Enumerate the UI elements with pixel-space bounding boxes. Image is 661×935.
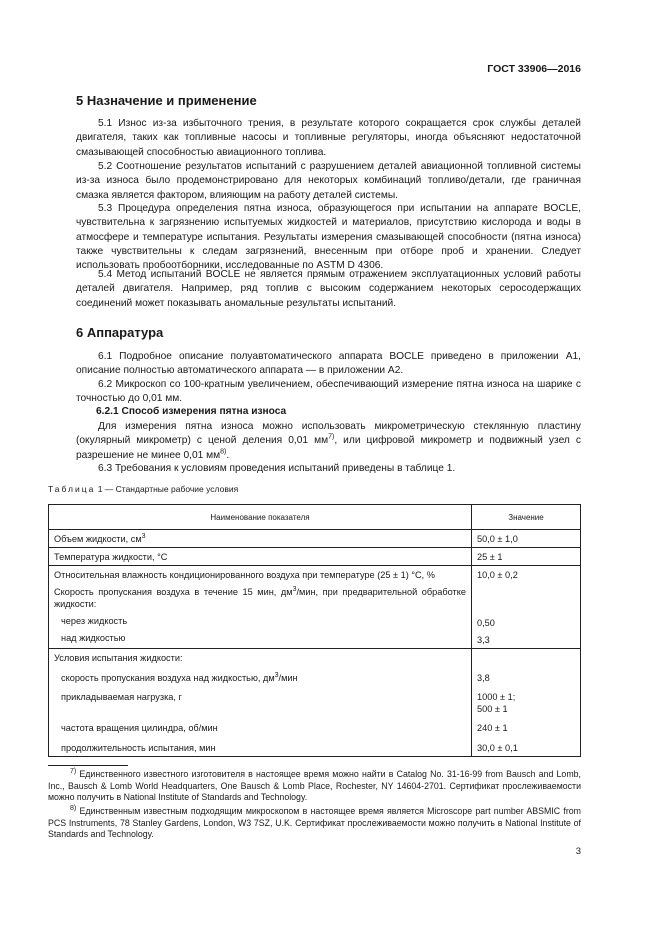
- paragraph-6-2: [76, 378, 581, 407]
- footnote-7: [48, 769, 581, 804]
- row-value-spacer: [472, 649, 580, 666]
- paragraph-5-3-text: 5.3 Процедура определения пятна износа, образующегося при испытании на аппарате BOCLE, чувствительна к загрязнению испытуемых жидкостей и материалов, присутствию кислорода и воды в атмосфере и температуре испытания. Результаты измерения смазывающей способности (пятна износа) также чувствительны к следам загрязнений, внесенным при отборе проб и хранении. Следует использовать пробоотборники, исследованные по ASTM D 4306.: [76, 203, 581, 272]
- paragraph-5-2-text: 5.2 Соотношение результатов испытаний с разрушением деталей авиационной топливной системы из-за износа было продемонстрировано для некоторых комбинаций топливо/детали, где граничная смазка является фактором, влияющим на работу деталей системы.: [76, 161, 581, 201]
- row-value: 50,0 ± 1,0: [477, 534, 518, 544]
- table-row: [49, 566, 581, 649]
- row-value-spacer: [472, 583, 580, 614]
- footnote-7-mark: 7): [70, 768, 77, 776]
- row-value: 25 ± 1: [477, 552, 503, 562]
- table-caption-prefix: Таблица: [48, 484, 96, 494]
- col-header-name: Наименование показателя: [49, 505, 472, 530]
- row-label: продолжительность испытания, мин: [61, 743, 216, 753]
- row-label: частота вращения цилиндра, об/мин: [61, 723, 218, 733]
- section-6-title: 6 Аппаратура: [76, 325, 164, 340]
- footnote-7-text: Единственного известного изготовителя в настоящее время можно найти в Catalog No. 31-16-99 from Bausch and Lomb, Inc., Bausch & Lomb World Headquarters, One Bausch & Lomb Place, Rochester, NY 14604-2701. Сертификат прослеживаемости можно получить в National Institute of Standards and Technology.: [48, 769, 581, 802]
- footnote-ref-7: 7): [328, 433, 335, 441]
- footnote-8-mark: 8): [70, 805, 77, 813]
- row-value: 3,8: [477, 673, 490, 683]
- paragraph-5-2: [76, 160, 581, 203]
- table-row: [49, 548, 581, 566]
- paragraph-5-1: [76, 117, 581, 160]
- col-header-value: Значение: [472, 505, 581, 530]
- footnote-divider: [48, 765, 128, 766]
- paragraph-6-2-1: [76, 420, 581, 463]
- row-value: 10,0 ± 0,2: [477, 570, 518, 580]
- table-caption-text: 1 — Стандартные рабочие условия: [95, 484, 239, 494]
- paragraph-5-1-text: 5.1 Износ из-за избыточного трения, в результате которого сокращается срок службы деталей двигателя, таких как топливные насосы и топливные регуляторы, иногда объясняют недостаточной смазывающей способностью авиационного топлива.: [76, 118, 581, 158]
- subsection-6-2-1-title: 6.2.1 Способ измерения пятна износа: [96, 406, 287, 417]
- row-label: [49, 583, 471, 612]
- row-value: 30,0 ± 0,1: [477, 743, 518, 753]
- row-value: 0,50: [477, 618, 495, 628]
- page-number: 3: [575, 846, 581, 857]
- row-label: Температура жидкости, °С: [54, 552, 168, 562]
- paragraph-6-3: [76, 462, 581, 476]
- table-row: [49, 649, 581, 757]
- superscript: 3: [292, 585, 297, 593]
- paragraph-5-3: [76, 202, 581, 273]
- row-label: [49, 666, 471, 686]
- paragraph-6-2-1-text-b: , или цифровой микрометр и подвижный узел с разрешение не минее 0,01 мм: [76, 435, 581, 461]
- paragraph-6-1: [76, 350, 581, 379]
- paragraph-6-3-text: 6.3 Требования к условиям проведения испытаний приведены в таблице 1.: [98, 463, 456, 474]
- row-label: над жидкостью: [61, 633, 126, 643]
- row-value: 500 ± 1: [477, 704, 508, 714]
- paragraph-5-4: [76, 268, 581, 311]
- paragraph-6-2-text: 6.2 Микроскоп со 100-кратным увеличением, обеспечивающий измерение пятна износа на шарике с точностью до 0,01 мм.: [76, 379, 581, 405]
- conditions-table: [48, 504, 581, 757]
- row-value: 240 ± 1: [477, 723, 508, 733]
- row-value: 3,3: [477, 635, 490, 645]
- footnote-8-text: Единственным известным подходящим микроскопом в настоящее время является Microscope part number ABSMIC from PCS Instruments, 78 Stanley Gardens, London, W3 7SZ, U.K. Сертификат прослеживаемости можно получить в National Institute of Standards and Technology.: [48, 806, 581, 839]
- table-row: [49, 530, 581, 548]
- paragraph-6-1-text: 6.1 Подробное описание полуавтоматического аппарата BOCLE приведено в приложении А1, описание полностью автоматического аппарата — в приложении А2.: [76, 351, 581, 377]
- row-value: 1000 ± 1;: [477, 692, 516, 702]
- paragraph-6-2-1-text-c: .: [226, 449, 230, 461]
- section-5-title: 5 Назначение и применение: [76, 93, 257, 108]
- row-label: Относительная влажность кондиционированного воздуха при температуре (25 ± 1) °С, %: [54, 570, 435, 580]
- footnote-8: [48, 806, 581, 841]
- row-label: через жидкость: [61, 616, 128, 626]
- table-caption: [48, 484, 238, 494]
- paragraph-6-2-1-text-a: Для измерения пятна износа можно использовать микрометрическую стеклянную пластину (окулярный микрометр) с ценой деления 0,01 мм: [76, 421, 581, 447]
- row-label-text: скорость пропускания воздуха над жидкостью, дм: [61, 673, 275, 683]
- row-label-text: /мин, при предварительной обработке жидкости:: [54, 587, 466, 609]
- row-label: [49, 530, 471, 547]
- row-label-text: Объем жидкости, см: [54, 534, 142, 544]
- row-label: Условия испытания жидкости:: [54, 653, 183, 663]
- table-header-row: [49, 505, 581, 530]
- document-code: ГОСТ 33906—2016: [487, 63, 581, 75]
- row-label: прикладываемая нагрузка, г: [61, 692, 182, 702]
- footnote-ref-8: 8): [220, 448, 227, 456]
- superscript: 3: [274, 671, 279, 679]
- paragraph-5-4-text: 5.4 Метод испытаний BOCLE не является прямым отражением эксплуатационных условий работы деталей двигателя. Например, ряд топлив с высоким содержанием некоторых серосодержащих соединений может показывать аномальные результаты испытаний.: [76, 269, 581, 309]
- superscript: 3: [141, 532, 146, 540]
- row-label-text: /мин: [278, 673, 298, 683]
- row-label-text: Скорость пропускания воздуха в течение 15 мин, дм: [54, 587, 293, 597]
